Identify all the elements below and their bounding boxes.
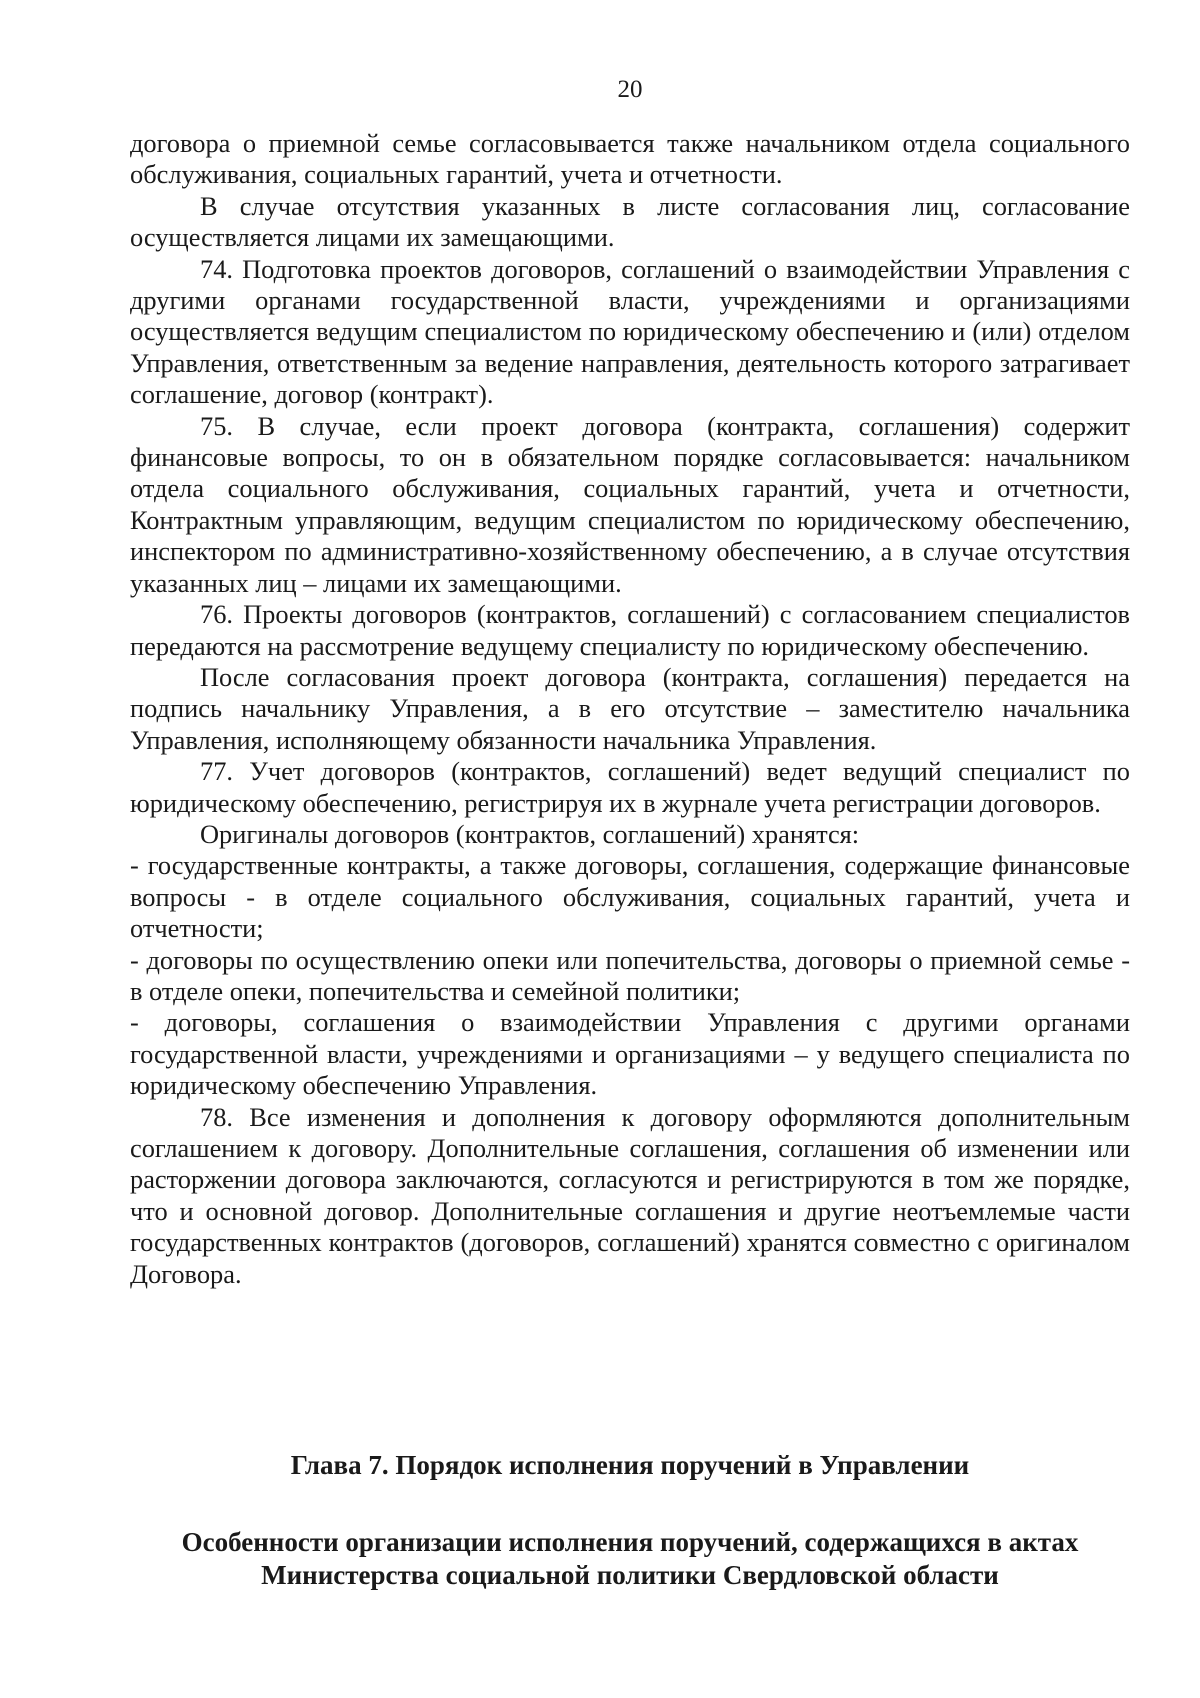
paragraph: Оригиналы договоров (контрактов, соглашений) хранятся: <box>200 818 860 849</box>
paragraph-74: 74. Подготовка проектов договоров, соглашений о взаимодействии Управления с другими органами государственной власти, учреждениями и организациями осуществляется ведущим специалистом по юридическому обеспечению и (или) отделом Управления, ответственным за ведение направления, деятельность которого затрагивает соглашение, договор (контракт). <box>130 253 1130 410</box>
paragraph: договора о приемной семье согласовывается также начальником отдела социального обслуживания, социальных гарантий, учета и отчетности. <box>130 128 1130 190</box>
chapter-title: Глава 7. Порядок исполнения поручений в Управлении <box>290 1450 970 1480</box>
section-title: Особенности организации исполнения поручений, содержащихся в актах Министерства социальной политики Свердловской области <box>181 1527 1079 1590</box>
paragraph-77: 77. Учет договоров (контрактов, соглашений) ведет ведущий специалист по юридическому обеспечению, регистрируя их в журнале учета регистрации договоров. <box>130 756 1130 818</box>
paragraph: После согласования проект договора (контракта, соглашения) передается на подпись начальнику Управления, а в его отсутствие – заместителю начальника Управления, исполняющему обязанности начальника Управления. <box>130 661 1130 755</box>
paragraph-75: 75. В случае, если проект договора (контракта, соглашения) содержит финансовые вопросы, то он в обязательном порядке согласовывается: начальником отдела социального обслуживания, социальных гарантий, учета и отчетности, Контрактным управляющим, ведущим специалистом по юридическому обеспечению, инспектором по административно-хозяйственному обеспечению, а в случае отсутствия указанных лиц – лицами их замещающими. <box>130 410 1130 598</box>
list-item: - договоры по осуществлению опеки или попечительства, договоры о приемной семье - в отделе опеки, попечительства и семейной политики; <box>130 944 1130 1006</box>
page-number: 20 <box>617 76 643 103</box>
body-text <box>130 128 1130 1290</box>
paragraph-78: 78. Все изменения и дополнения к договору оформляются дополнительным соглашением к договору. Дополнительные соглашения, соглашения об изменении или расторжении договора заключаются, согласуются и регистрируются в том же порядке, что и основной договор. Дополнительные соглашения и другие неотъемлемые части государственных контрактов (договоров, соглашений) хранятся совместно с оригиналом Договора. <box>130 1101 1130 1289</box>
list-item: - договоры, соглашения о взаимодействии Управления с другими органами государственной власти, учреждениями и организациями – у ведущего специалиста по юридическому обеспечению Управления. <box>130 1007 1130 1101</box>
list-item: - государственные контракты, а также договоры, соглашения, содержащие финансовые вопросы - в отделе социального обслуживания, социальных гарантий, учета и отчетности; <box>130 850 1130 944</box>
paragraph-76: 76. Проекты договоров (контрактов, соглашений) с согласованием специалистов передаются на рассмотрение ведущему специалисту по юридическому обеспечению. <box>130 599 1130 661</box>
paragraph: В случае отсутствия указанных в листе согласования лиц, согласование осуществляется лицами их замещающими. <box>130 190 1130 253</box>
